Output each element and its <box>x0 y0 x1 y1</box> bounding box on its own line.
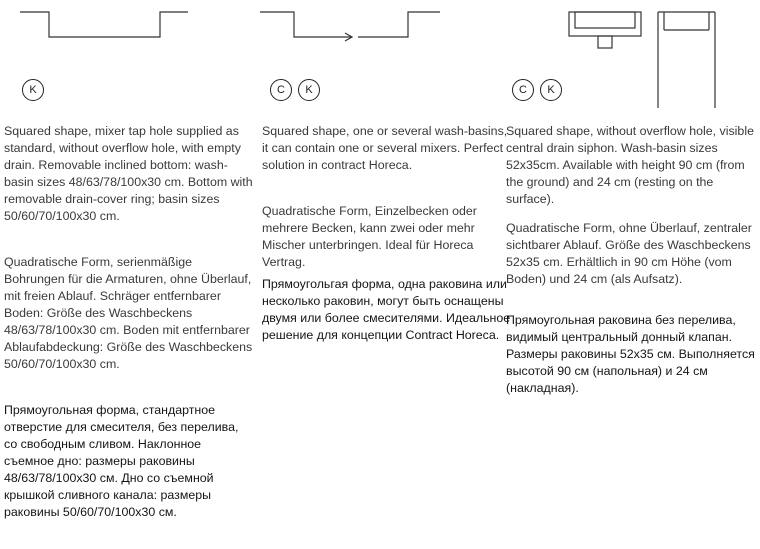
certification-badges <box>512 79 562 101</box>
badge-c: C <box>512 79 534 101</box>
badge-k: K <box>540 79 562 101</box>
basin-profile-diagram <box>258 0 508 80</box>
product-column-1 <box>0 0 253 549</box>
basin-profile-diagram <box>0 0 250 80</box>
badge-c: C <box>270 79 292 101</box>
description-ru: Прямоугольная форма, стандартное отверстие для смесителя, без перелива, со свободным сливом. Наклонное съемное дно: размеры раковины 48/63/78/100x30 см. Дно со съемной крышкой сливного канала: размеры раковины 50/60/70/100x30 см. <box>4 403 239 519</box>
description-en: Squared shape, without overflow hole, visible central drain siphon. Wash-basin sizes 52x35cm. Available with height 90 cm (from the ground) and 24 cm (resting on the surface). <box>506 124 754 206</box>
certification-badges <box>270 79 320 101</box>
description-en: Squared shape, mixer tap hole supplied as standard, without overflow hole, with empty drain. Removable inclined bottom: wash-basin sizes 48/63/78/100x30 cm. Bottom with removable drain-cover ring; basin sizes 50/60/70/100x30 cm. <box>4 124 253 223</box>
description-de: Quadratische Form, serienmäßige Bohrungen für die Armaturen, ohne Überlauf, mit freien Ablauf. Schräger entfernbarer Boden: Größe des Waschbeckens 48/63/78/100x30 cm. Boden mit entfernbarer Ablaufabdeckung: Größe des Waschbeckens 50/60/70/100x30 cm. <box>4 255 253 371</box>
certification-badges <box>22 79 44 101</box>
description-ru: Прямоугольная раковина без перелива, видимый центральный донный клапан. Размеры раковины 52x35 см. Выполняется высотой 90 см (напольная) и 24 см (накладная). <box>506 313 755 395</box>
badge-k: K <box>298 79 320 101</box>
description-ru: Прямоугольгая форма, одна раковина или несколько раковин, могут быть оснащены двумя или более смесителями. Идеальное решение для концепции Contract Horeca. <box>262 277 511 342</box>
description-de: Quadratische Form, Einzelbecken oder mehrere Becken, kann zwei oder mehr Mischer unterbringen. Ideal für Horeca Vertrag. <box>262 204 477 269</box>
description-de: Quadratische Form, ohne Überlauf, zentraler sichtbarer Ablauf. Größe des Waschbeckens 52x35 cm. Erhältlich in 90 cm Höhe (vom Boden) und 24 cm (als Aufsatz). <box>506 221 752 286</box>
product-column-3 <box>502 0 755 549</box>
product-column-2 <box>258 0 511 549</box>
badge-k: K <box>22 79 44 101</box>
description-en: Squared shape, one or several wash-basins, it can contain one or several mixers. Perfect solution in contract Horeca. <box>262 124 508 172</box>
